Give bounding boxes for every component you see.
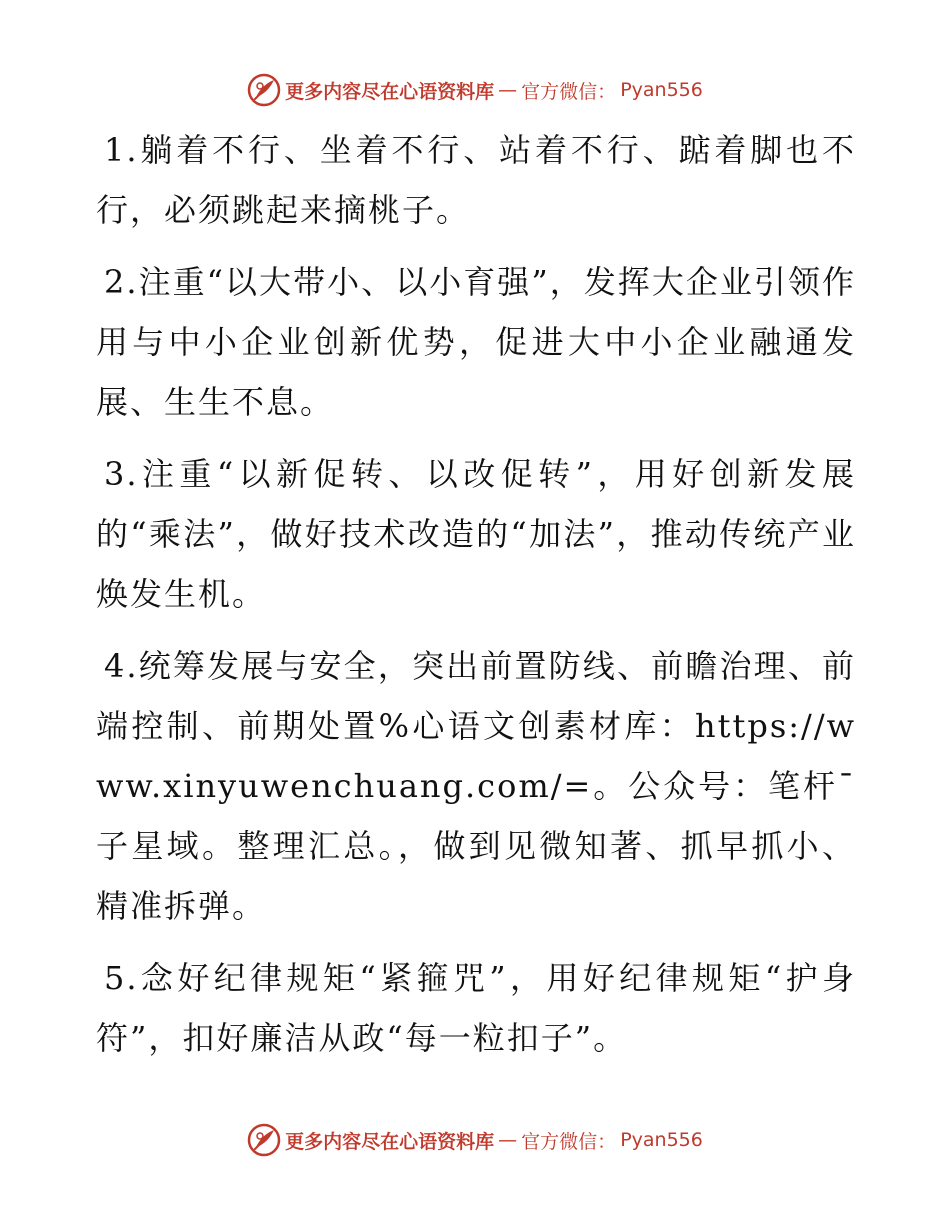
header-watermark-banner [0,70,950,110]
header-wechat-id: Pyan556 [620,79,703,101]
paragraph-5: 5.念好纪律规矩“紧箍咒”，用好纪律规矩“护身符”，扣好廉洁从政“每一粒扣子”。 [96,959,856,1057]
paragraph-4: 4.统筹发展与安全，突出前置防线、前瞻治理、前端控制、前期处置%心语文创素材库：https://www.xinyuwenchuang.com/=。公众号：笔杆¯子星域。整理汇总。，做到见微知著、抓早抓小、精准拆弹。 [96,647,856,925]
header-wechat-label: 官方微信： [521,80,617,103]
feather-pen-logo-icon [247,73,281,107]
header-separator: — [498,79,518,101]
paragraph-1: 1.躺着不行、坐着不行、站着不行、踮着脚也不行，必须跳起来摘桃子。 [96,131,856,229]
footer-separator: — [498,1129,518,1151]
footer-watermark-banner [0,1120,950,1160]
feather-pen-logo-icon [247,1123,281,1157]
paragraph-2: 2.注重“以大带小、以小育强”，发挥大企业引领作用与中小企业创新优势，促进大中小企业融通发展、生生不息。 [96,263,856,421]
footer-wechat-id: Pyan556 [620,1129,703,1151]
footer-wechat-label: 官方微信： [521,1130,617,1153]
paragraph-3: 3.注重“以新促转、以改促转”，用好创新发展的“乘法”，做好技术改造的“加法”，推动传统产业焕发生机。 [96,455,856,613]
footer-slogan: 更多内容尽在心语资料库 [285,1130,495,1153]
header-slogan: 更多内容尽在心语资料库 [285,80,495,103]
document-body [96,120,856,1080]
